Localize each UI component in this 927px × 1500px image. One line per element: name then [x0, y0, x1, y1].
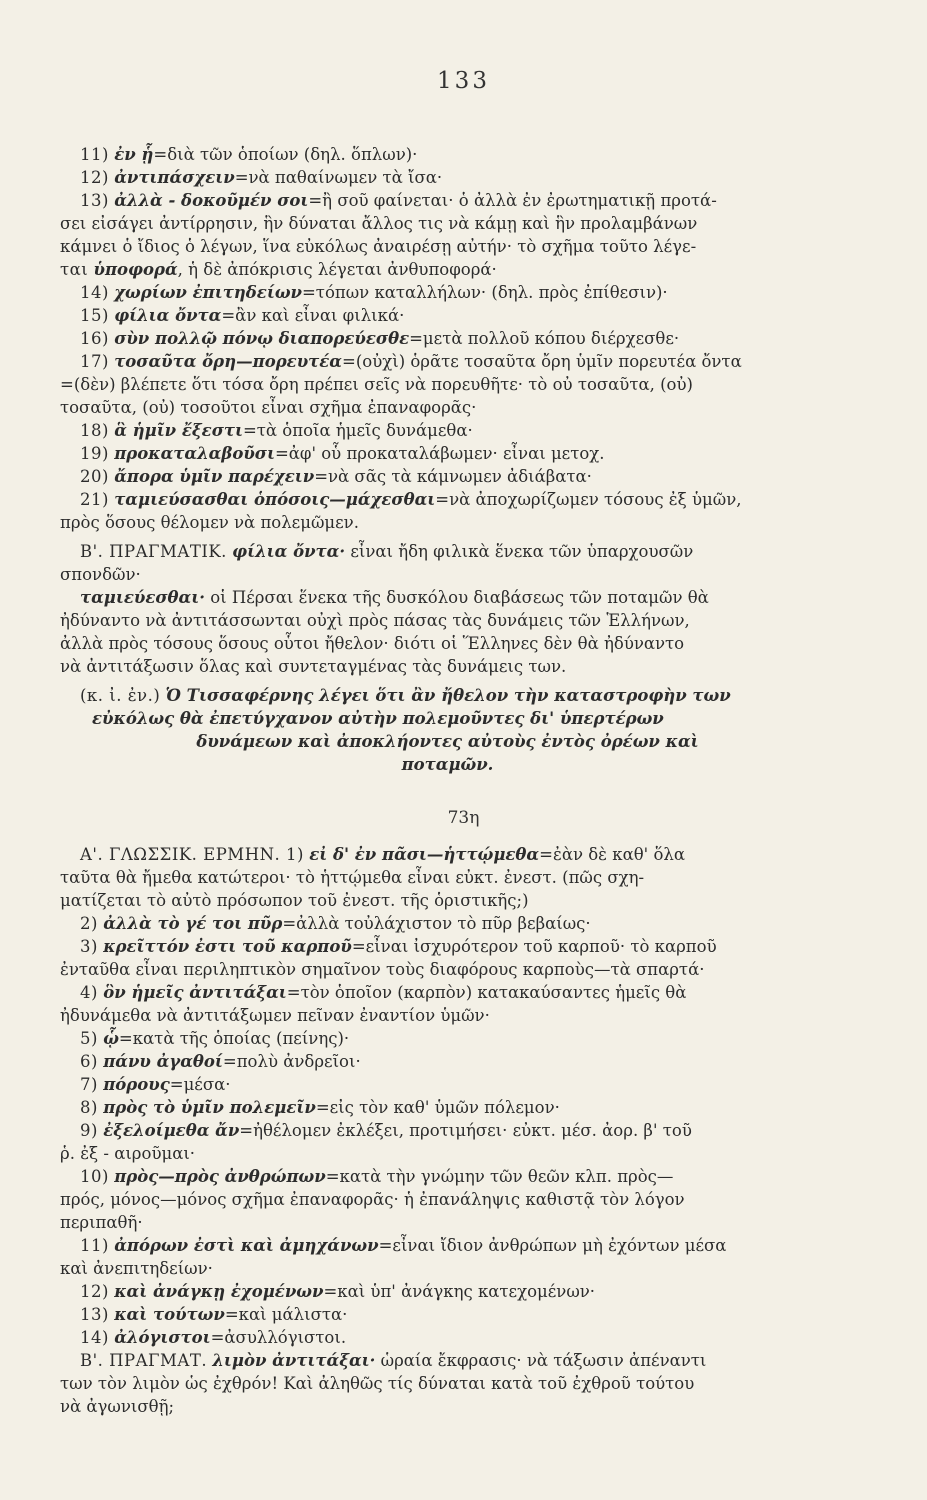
- gloss-text: =καὶ ὑπ' ἀνάγκης κατεχομένων·: [323, 1282, 596, 1301]
- gloss-text: =ἐὰν δὲ καθ' ὅλα: [539, 845, 685, 864]
- lemma: ἐξελοίμεθα ἄν: [103, 1121, 240, 1140]
- text-line: [60, 540, 835, 563]
- gloss-text: πρὸς ὅσους θέλομεν νὰ πολεμῶμεν.: [60, 513, 359, 532]
- note-number: 10): [80, 1167, 109, 1186]
- gloss-text: =ἠθέλομεν ἐκλέξει, προτιμήσει· εὐκτ. μέσ. ἀορ. β' τοῦ: [239, 1121, 692, 1140]
- text-line: [60, 958, 835, 981]
- note-number: 14): [80, 283, 109, 302]
- text-line: [60, 511, 835, 534]
- lemma: ὑποφορά: [93, 260, 178, 279]
- text-line: [60, 586, 835, 609]
- text-line: [60, 684, 835, 707]
- gloss-text: =κατὰ τὴν γνώμην τῶν θεῶν κλπ. πρὸς—: [325, 1167, 674, 1186]
- note-number: 14): [80, 1328, 109, 1347]
- text-line: [60, 143, 835, 166]
- lemma: ἃ ἡμῖν ἔξεστι: [114, 421, 243, 440]
- lemma: πρὸς τὸ ὑμῖν πολεμεῖν: [103, 1098, 316, 1117]
- text-line: [60, 396, 835, 419]
- text-line: [60, 1165, 835, 1188]
- gloss-text: νὰ ἀγωνισθῇ;: [60, 1397, 175, 1416]
- lemma: ἀντιπάσχειν: [114, 168, 235, 187]
- lemma: Ὁ Τισσαφέρνης λέγει ὅτι ἂν ἤθελον τὴν καταστροφὴν των: [165, 686, 731, 705]
- text-line: [60, 304, 835, 327]
- text-line: [60, 442, 835, 465]
- text-line: [60, 1303, 835, 1326]
- text-line: [60, 563, 835, 586]
- lemma: πρὸς—πρὸς ἀνθρώπων: [114, 1167, 326, 1186]
- gloss-text: =(οὐχὶ) ὁρᾶτε τοσαῦτα ὄρη ὑμῖν πορευτέα ὄντα: [342, 352, 742, 371]
- text-line: [60, 1326, 835, 1349]
- gloss-text: σει εἰσάγει ἀντίρρησιν, ἣν δύναται ἄλλος τις νὰ κάμῃ καὶ ἣν προλαμβάνων: [60, 214, 698, 233]
- notes-block-72: [60, 143, 835, 776]
- lemma: καὶ ἀνάγκῃ ἐχομένων: [114, 1282, 324, 1301]
- note-number: 12): [80, 1282, 109, 1301]
- gloss-text: πρός, μόνος—μόνος σχῆμα ἐπαναφορᾶς· ἡ ἐπανάληψις καθιστᾷ τὸν λόγον: [60, 1190, 685, 1209]
- text-line: [60, 1119, 835, 1142]
- lemma: προκαταλαβοῦσι: [114, 444, 275, 463]
- note-number: 12): [80, 168, 109, 187]
- note-number: 3): [80, 937, 98, 956]
- text-line: [60, 889, 835, 912]
- lemma: δυνάμεων καὶ ἀποκλήοντες αὐτοὺς ἐντὸς ὀρέων καὶ: [196, 732, 699, 751]
- gloss-text: =εἶναι ἴδιον ἀνθρώπων μὴ ἐχόντων μέσα: [378, 1236, 727, 1255]
- text-line: [60, 281, 835, 304]
- text-line: [60, 1211, 835, 1234]
- gloss-text: ἠδυνάμεθα νὰ ἀντιτάξωμεν πεῖναν ἐναντίον ὑμῶν·: [60, 1006, 490, 1025]
- text-line: [60, 419, 835, 442]
- note-number: 2): [80, 914, 98, 933]
- note-number: 9): [80, 1121, 98, 1140]
- gloss-text: =πολὺ ἀνδρεῖοι·: [222, 1052, 361, 1071]
- note-number: 15): [80, 306, 109, 325]
- gloss-text: περιπαθῆ·: [60, 1213, 143, 1232]
- text-line: [60, 1096, 835, 1119]
- lemma: ᾧ: [103, 1029, 119, 1048]
- text-line: [60, 166, 835, 189]
- gloss-text: κάμνει ὁ ἴδιος ὁ λέγων, ἵνα εὐκόλως ἀναιρέσῃ αὐτήν· τὸ σχῆμα τοῦτο λέγε-: [60, 237, 697, 256]
- gloss-text: ὡραία ἔκφρασις· νὰ τάξωσιν ἀπέναντι: [375, 1351, 707, 1370]
- text-line: [60, 1349, 835, 1372]
- gloss-text: =ἀσυλλόγιστοι.: [210, 1328, 347, 1347]
- text-line: [60, 488, 835, 511]
- lemma: ἄπορα ὑμῖν παρέχειν: [114, 467, 315, 486]
- note-number: 20): [80, 467, 109, 486]
- gloss-text: =τὰ ὁποῖα ἡμεῖς δυνάμεθα·: [242, 421, 473, 440]
- gloss-text: =νὰ σᾶς τὰ κάμνωμεν ἀδιάβατα·: [314, 467, 592, 486]
- text-line: [60, 350, 835, 373]
- lemma: πόρους: [103, 1075, 170, 1094]
- lemma: φίλια ὄντα·: [232, 542, 346, 561]
- gloss-text: =μετὰ πολλοῦ κόπου διέρχεσθε·: [409, 329, 680, 348]
- note-number: 18): [80, 421, 109, 440]
- page-number: 133: [437, 68, 490, 94]
- text-line: [60, 866, 835, 889]
- text-line: [60, 1142, 835, 1165]
- gloss-text: καὶ ἀνεπιτηδείων·: [60, 1259, 213, 1278]
- note-number: 5): [80, 1029, 98, 1048]
- gloss-text: =ἀλλὰ τοὐλάχιστον τὸ πῦρ βεβαίως·: [282, 914, 591, 933]
- lemma: ἐν ᾗ: [114, 145, 154, 164]
- line-prefix: Α'. ΓΛΩΣΣΙΚ. ΕΡΜΗΝ. 1): [80, 845, 304, 864]
- lemma: ταμιεύσασθαι ὁπόσοις—μάχεσθαι: [114, 490, 436, 509]
- line-prefix: ται: [60, 260, 89, 279]
- lemma: πάνυ ἀγαθοί: [103, 1052, 223, 1071]
- gloss-text: ἠδύναντο νὰ ἀντιτάσσωνται οὐχὶ πρὸς πάσας τὰς δυνάμεις τῶν Ἑλλήνων,: [60, 611, 690, 630]
- gloss-text: =(δὲν) βλέπετε ὅτι τόσα ὄρη πρέπει σεῖς νὰ πορευθῆτε· τὸ οὐ τοσαῦτα, (οὐ): [60, 375, 693, 394]
- text-line: [60, 1395, 835, 1418]
- gloss-text: =κατὰ τῆς ὁποίας (πείνης)·: [118, 1029, 350, 1048]
- text-line: [60, 1073, 835, 1096]
- text-line: [60, 465, 835, 488]
- text-line: [60, 981, 835, 1004]
- gloss-text: =εἰς τὸν καθ' ὑμῶν πόλεμον·: [315, 1098, 560, 1117]
- lemma: λιμὸν ἀντιτάξαι·: [212, 1351, 376, 1370]
- text-line: [60, 912, 835, 935]
- text-line: [60, 1257, 835, 1280]
- gloss-text: =εἶναι ἰσχυρότερον τοῦ καρποῦ· τὸ καρποῦ: [351, 937, 717, 956]
- gloss-text: =διὰ τῶν ὁποίων (δηλ. ὅπλων)·: [153, 145, 418, 164]
- text-line: [60, 1372, 835, 1395]
- gloss-text: =νὰ ἀποχωρίζωμεν τόσους ἐξ ὑμῶν,: [435, 490, 742, 509]
- gloss-text: ταῦτα θὰ ἤμεθα κατώτεροι· τὸ ἡττῴμεθα εἶναι εὐκτ. ἐνεστ. (πῶς σχη-: [60, 868, 645, 887]
- text-line: [60, 935, 835, 958]
- text-line: [60, 609, 835, 632]
- gloss-text: εἶναι ἤδη φιλικὰ ἕνεκα τῶν ὑπαρχουσῶν: [345, 542, 694, 561]
- text-line: [60, 1188, 835, 1211]
- line-prefix: (κ. ἰ. ἐν.): [80, 686, 161, 705]
- text-line: [60, 1027, 835, 1050]
- gloss-text: =τὸν ὁποῖον (καρπὸν) κατακαύσαντες ἡμεῖς θὰ: [286, 983, 687, 1002]
- text-line: [60, 327, 835, 350]
- gloss-text: των τὸν λιμὸν ὡς ἐχθρόν! Καὶ ἀληθῶς τίς δύναται κατὰ τοῦ ἐχθροῦ τούτου: [60, 1374, 695, 1393]
- lemma: χωρίων ἐπιτηδείων: [114, 283, 302, 302]
- note-number: 21): [80, 490, 109, 509]
- gloss-text: οἱ Πέρσαι ἕνεκα τῆς δυσκόλου διαβάσεως τῶν ποταμῶν θὰ: [204, 588, 709, 607]
- lemma: ποταμῶν.: [401, 755, 494, 774]
- note-number: 16): [80, 329, 109, 348]
- gloss-text: νὰ ἀντιτάξωσιν ὅλας καὶ συντεταγμένας τὰς δυνάμεις των.: [60, 657, 567, 676]
- note-number: 6): [80, 1052, 98, 1071]
- note-number: 7): [80, 1075, 98, 1094]
- text-line: [60, 753, 835, 776]
- gloss-text: τοσαῦτα, (οὐ) τοσοῦτοι εἶναι σχῆμα ἐπαναφορᾶς·: [60, 398, 477, 417]
- text-line: [60, 258, 835, 281]
- text-line: [60, 632, 835, 655]
- gloss-text: =νὰ παθαίνωμεν τὰ ἴσα·: [234, 168, 443, 187]
- gloss-text: , ἡ δὲ ἀπόκρισις λέγεται ἀνθυποφορά·: [177, 260, 497, 279]
- note-number: 11): [80, 1236, 109, 1255]
- lemma: σὺν πολλῷ πόνῳ διαπορεύεσθε: [114, 329, 410, 348]
- text-line: [60, 730, 835, 753]
- note-number: 11): [80, 145, 109, 164]
- lemma: ἀλλὰ τὸ γέ τοι πῦρ: [103, 914, 283, 933]
- notes-block-73: [60, 843, 835, 1418]
- text-line: [60, 189, 835, 212]
- lemma: καὶ τούτων: [114, 1305, 225, 1324]
- line-prefix: Β'. ΠΡΑΓΜΑΤΙΚ.: [80, 542, 227, 561]
- gloss-text: =μέσα·: [169, 1075, 231, 1094]
- text-line: [60, 1234, 835, 1257]
- lemma: ἀλόγιστοι: [114, 1328, 211, 1347]
- lemma: ἀπόρων ἐστὶ καὶ ἀμηχάνων: [114, 1236, 379, 1255]
- lemma: ἀλλὰ - δοκοῦμέν σοι: [114, 191, 309, 210]
- note-number: 19): [80, 444, 109, 463]
- lemma: ὃν ἡμεῖς ἀντιτάξαι: [103, 983, 287, 1002]
- note-number: 4): [80, 983, 98, 1002]
- gloss-text: =ἂν καὶ εἶναι φιλικά·: [221, 306, 405, 325]
- text-line: [60, 373, 835, 396]
- lemma: φίλια ὄντα: [114, 306, 222, 325]
- lemma: εὐκόλως θὰ ἐπετύγχανον αὐτὴν πολεμοῦντες δι' ὑπερτέρων: [92, 709, 664, 728]
- text-line: [60, 843, 835, 866]
- text-line: [60, 235, 835, 258]
- gloss-text: =ἢ σοῦ φαίνεται· ὁ ἀλλὰ ἐν ἐρωτηματικῇ προτά-: [308, 191, 717, 210]
- text-line: [60, 1004, 835, 1027]
- lemma: εἰ δ' ἐν πᾶσι—ἡττῴμεθα: [309, 845, 540, 864]
- gloss-text: σπονδῶν·: [60, 565, 141, 584]
- note-number: 17): [80, 352, 109, 371]
- line-prefix: Β'. ΠΡΑΓΜΑΤ.: [80, 1351, 208, 1370]
- gloss-text: =τόπων καταλλήλων· (δηλ. πρὸς ἐπίθεσιν)·: [301, 283, 668, 302]
- gloss-text: ῥ. ἐξ - αιροῦμαι·: [60, 1144, 196, 1163]
- text-line: [60, 655, 835, 678]
- gloss-text: =καὶ μάλιστα·: [224, 1305, 348, 1324]
- gloss-text: ματίζεται τὸ αὐτὸ πρόσωπον τοῦ ἐνεστ. τῆς ὁριστικῆς;): [60, 891, 529, 910]
- section-number: 73η: [447, 808, 480, 828]
- text-line: [60, 212, 835, 235]
- text-line: [60, 1050, 835, 1073]
- text-line: [60, 1280, 835, 1303]
- gloss-text: =ἀφ' οὗ προκαταλάβωμεν· εἶναι μετοχ.: [274, 444, 605, 463]
- lemma: τοσαῦτα ὄρη—πορευτέα: [114, 352, 342, 371]
- gloss-text: ἐνταῦθα εἶναι περιληπτικὸν σημαῖνον τοὺς διαφόρους καρποὺς—τὰ σπαρτά·: [60, 960, 705, 979]
- note-number: 13): [80, 191, 109, 210]
- gloss-text: ἀλλὰ πρὸς τόσους ὅσους οὗτοι ἤθελον· διότι οἱ Ἕλληνες δὲν θὰ ἠδύναντο: [60, 634, 685, 653]
- text-line: [60, 707, 835, 730]
- note-number: 8): [80, 1098, 98, 1117]
- note-number: 13): [80, 1305, 109, 1324]
- lemma: ταμιεύεσθαι·: [80, 588, 205, 607]
- lemma: κρεῖττόν ἐστι τοῦ καρποῦ: [103, 937, 352, 956]
